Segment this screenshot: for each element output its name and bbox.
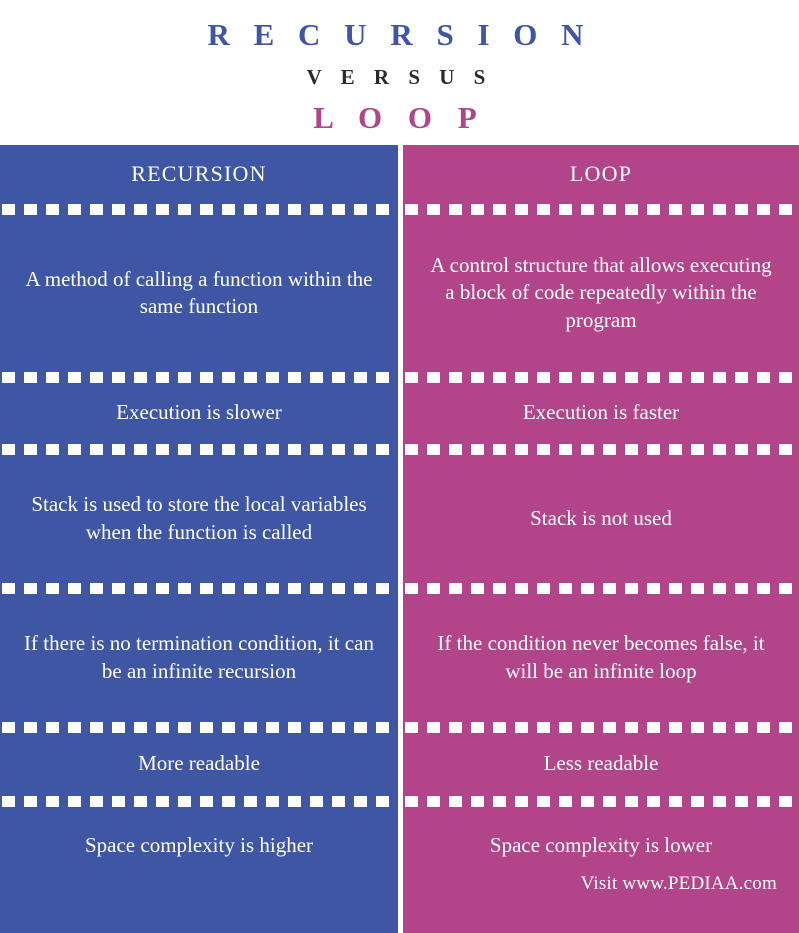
divider-dash: [581, 796, 594, 807]
divider-dash: [266, 372, 279, 383]
divider-dash: [310, 372, 323, 383]
divider-dash: [405, 722, 418, 733]
divider-dash: [134, 796, 147, 807]
divider-dash: [647, 444, 660, 455]
divider-dash: [647, 722, 660, 733]
divider-dash: [200, 204, 213, 215]
divider-dash: [515, 444, 528, 455]
divider-dash: [713, 372, 726, 383]
divider-dash: [493, 444, 506, 455]
divider-dash: [559, 722, 572, 733]
divider-dash: [200, 372, 213, 383]
divider-dash: [471, 204, 484, 215]
divider-dash: [266, 722, 279, 733]
divider-dash: [405, 372, 418, 383]
divider-dash: [46, 722, 59, 733]
title-block: [0, 0, 799, 139]
divider-dash: [68, 722, 81, 733]
divider-dash: [779, 444, 792, 455]
divider-dash: [713, 583, 726, 594]
row-divider: [403, 371, 799, 383]
divider-dash: [427, 722, 440, 733]
divider-dash: [603, 722, 616, 733]
divider-dash: [354, 372, 367, 383]
divider-dash: [713, 204, 726, 215]
divider-dash: [222, 796, 235, 807]
divider-dash: [625, 372, 638, 383]
divider-dash: [449, 372, 462, 383]
divider-dash: [691, 372, 704, 383]
divider-dash: [757, 444, 770, 455]
divider-dash: [405, 204, 418, 215]
table-cell: More readable: [138, 751, 260, 776]
divider-dash: [112, 583, 125, 594]
divider-dash: [581, 204, 594, 215]
divider-dash: [713, 722, 726, 733]
table-cell: If there is no termination condition, it can be an infinite recursion: [24, 631, 374, 683]
divider-dash: [156, 796, 169, 807]
row-divider: [403, 443, 799, 455]
divider-dash: [647, 796, 660, 807]
divider-dash: [625, 444, 638, 455]
divider-dash: [713, 796, 726, 807]
divider-dash: [713, 444, 726, 455]
divider-dash: [2, 583, 15, 594]
divider-dash: [449, 796, 462, 807]
divider-dash: [2, 372, 15, 383]
divider-dash: [427, 583, 440, 594]
divider-dash: [515, 583, 528, 594]
divider-dash: [156, 372, 169, 383]
divider-dash: [90, 722, 103, 733]
divider-dash: [134, 444, 147, 455]
divider-dash: [603, 372, 616, 383]
divider-dash: [471, 372, 484, 383]
divider-dash: [735, 722, 748, 733]
divider-dash: [669, 372, 682, 383]
divider-dash: [405, 796, 418, 807]
divider-dash: [310, 204, 323, 215]
divider-dash: [537, 796, 550, 807]
divider-dash: [222, 372, 235, 383]
title-primary: R E C U R S I O N: [207, 17, 592, 52]
divider-dash: [376, 204, 389, 215]
divider-dash: [471, 796, 484, 807]
row-divider: [0, 795, 398, 807]
table-cell: Space complexity is higher: [84, 833, 314, 858]
divider-dash: [757, 372, 770, 383]
divider-dash: [68, 796, 81, 807]
divider-dash: [310, 722, 323, 733]
divider-dash: [669, 444, 682, 455]
divider-dash: [288, 204, 301, 215]
divider-dash: [515, 796, 528, 807]
divider-dash: [647, 583, 660, 594]
divider-dash: [310, 796, 323, 807]
divider-dash: [493, 204, 506, 215]
divider-dash: [581, 372, 594, 383]
divider-dash: [24, 372, 37, 383]
column-loop: [403, 145, 799, 933]
divider-dash: [427, 372, 440, 383]
divider-dash: [90, 204, 103, 215]
divider-dash: [244, 796, 257, 807]
divider-dash: [735, 583, 748, 594]
divider-dash: [244, 583, 257, 594]
divider-dash: [669, 583, 682, 594]
divider-dash: [2, 722, 15, 733]
column-recursion: [0, 145, 398, 933]
divider-dash: [46, 444, 59, 455]
divider-dash: [354, 583, 367, 594]
divider-dash: [493, 722, 506, 733]
divider-dash: [691, 583, 704, 594]
divider-dash: [603, 444, 616, 455]
divider-dash: [603, 204, 616, 215]
divider-dash: [46, 796, 59, 807]
divider-dash: [669, 722, 682, 733]
divider-dash: [559, 444, 572, 455]
divider-dash: [757, 796, 770, 807]
divider-dash: [603, 583, 616, 594]
divider-dash: [537, 444, 550, 455]
divider-dash: [376, 444, 389, 455]
divider-dash: [134, 372, 147, 383]
divider-dash: [779, 796, 792, 807]
divider-dash: [90, 583, 103, 594]
divider-dash: [581, 583, 594, 594]
divider-dash: [156, 583, 169, 594]
divider-dash: [112, 796, 125, 807]
divider-dash: [735, 796, 748, 807]
divider-dash: [310, 444, 323, 455]
divider-dash: [200, 583, 213, 594]
divider-dash: [222, 583, 235, 594]
divider-dash: [178, 583, 191, 594]
divider-dash: [559, 583, 572, 594]
table-cell: A control structure that allows executing a block of code repeatedly within the program: [430, 253, 772, 332]
divider-dash: [603, 796, 616, 807]
divider-dash: [537, 372, 550, 383]
divider-dash: [90, 796, 103, 807]
divider-dash: [222, 444, 235, 455]
divider-dash: [222, 722, 235, 733]
divider-dash: [757, 722, 770, 733]
table-header-left: RECURSION: [131, 160, 267, 186]
table-cell: A method of calling a function within the same function: [25, 266, 373, 318]
divider-dash: [134, 583, 147, 594]
divider-dash: [46, 372, 59, 383]
divider-dash: [515, 722, 528, 733]
comparison-table: [0, 145, 799, 933]
divider-dash: [779, 722, 792, 733]
divider-dash: [24, 722, 37, 733]
divider-dash: [24, 583, 37, 594]
divider-dash: [332, 372, 345, 383]
divider-dash: [200, 722, 213, 733]
divider-dash: [156, 722, 169, 733]
divider-dash: [449, 583, 462, 594]
divider-dash: [779, 204, 792, 215]
divider-dash: [156, 444, 169, 455]
divider-dash: [24, 444, 37, 455]
divider-dash: [200, 444, 213, 455]
divider-dash: [537, 722, 550, 733]
divider-dash: [222, 204, 235, 215]
divider-dash: [691, 444, 704, 455]
divider-dash: [2, 796, 15, 807]
divider-dash: [449, 204, 462, 215]
divider-dash: [493, 583, 506, 594]
row-divider: [403, 582, 799, 594]
divider-dash: [515, 372, 528, 383]
divider-dash: [90, 444, 103, 455]
divider-dash: [691, 722, 704, 733]
divider-dash: [200, 796, 213, 807]
divider-dash: [244, 722, 257, 733]
table-cell: Execution is slower: [116, 400, 282, 425]
divider-dash: [266, 444, 279, 455]
divider-dash: [405, 444, 418, 455]
divider-dash: [178, 372, 191, 383]
divider-dash: [471, 583, 484, 594]
divider-dash: [669, 796, 682, 807]
divider-dash: [68, 204, 81, 215]
divider-dash: [559, 372, 572, 383]
divider-dash: [332, 204, 345, 215]
divider-dash: [581, 722, 594, 733]
divider-dash: [354, 722, 367, 733]
divider-dash: [266, 583, 279, 594]
divider-dash: [244, 444, 257, 455]
table-cell: Stack is used to store the local variables when the function is called: [31, 492, 367, 544]
divider-dash: [134, 722, 147, 733]
divider-dash: [405, 583, 418, 594]
table-cell: Less readable: [543, 751, 659, 776]
divider-dash: [354, 796, 367, 807]
row-divider: [403, 721, 799, 733]
divider-dash: [537, 204, 550, 215]
title-versus: V E R S U S: [306, 64, 493, 89]
divider-dash: [376, 796, 389, 807]
divider-dash: [537, 583, 550, 594]
divider-dash: [288, 796, 301, 807]
divider-dash: [779, 583, 792, 594]
divider-dash: [449, 722, 462, 733]
divider-dash: [376, 722, 389, 733]
table-cell: Execution is faster: [522, 400, 680, 425]
row-divider: [0, 443, 398, 455]
divider-dash: [581, 444, 594, 455]
divider-dash: [449, 444, 462, 455]
divider-dash: [266, 204, 279, 215]
divider-dash: [2, 444, 15, 455]
divider-dash: [24, 204, 37, 215]
title-secondary: L O O P: [313, 100, 486, 136]
row-divider: [0, 371, 398, 383]
divider-dash: [156, 204, 169, 215]
divider-dash: [735, 444, 748, 455]
divider-dash: [515, 204, 528, 215]
divider-dash: [310, 583, 323, 594]
divider-dash: [559, 796, 572, 807]
divider-dash: [332, 722, 345, 733]
divider-dash: [427, 444, 440, 455]
divider-dash: [332, 444, 345, 455]
table-cell: Stack is not used: [530, 505, 672, 530]
row-divider: [403, 795, 799, 807]
divider-dash: [244, 204, 257, 215]
divider-dash: [112, 444, 125, 455]
divider-dash: [625, 583, 638, 594]
divider-dash: [427, 204, 440, 215]
divider-dash: [669, 204, 682, 215]
divider-dash: [68, 372, 81, 383]
row-divider: [403, 203, 799, 215]
divider-dash: [757, 204, 770, 215]
divider-dash: [68, 583, 81, 594]
row-divider: [0, 203, 398, 215]
divider-dash: [24, 796, 37, 807]
divider-dash: [691, 796, 704, 807]
divider-dash: [376, 583, 389, 594]
divider-dash: [427, 796, 440, 807]
divider-dash: [332, 796, 345, 807]
divider-dash: [647, 372, 660, 383]
divider-dash: [178, 722, 191, 733]
divider-dash: [2, 204, 15, 215]
divider-dash: [625, 796, 638, 807]
row-divider: [0, 721, 398, 733]
divider-dash: [68, 444, 81, 455]
divider-dash: [376, 372, 389, 383]
row-divider: [0, 582, 398, 594]
divider-dash: [134, 204, 147, 215]
divider-dash: [647, 204, 660, 215]
table-header-right: LOOP: [569, 160, 633, 186]
divider-dash: [625, 204, 638, 215]
divider-dash: [354, 444, 367, 455]
divider-dash: [735, 204, 748, 215]
table-cell: Space complexity is lower: [489, 833, 713, 858]
divider-dash: [332, 583, 345, 594]
divider-dash: [112, 372, 125, 383]
divider-dash: [354, 204, 367, 215]
divider-dash: [288, 372, 301, 383]
divider-dash: [471, 722, 484, 733]
divider-dash: [178, 204, 191, 215]
divider-dash: [559, 204, 572, 215]
divider-dash: [493, 796, 506, 807]
divider-dash: [625, 722, 638, 733]
divider-dash: [112, 204, 125, 215]
divider-dash: [90, 372, 103, 383]
visit-credit: Visit www.PEDIAA.com: [580, 873, 777, 894]
divider-dash: [244, 372, 257, 383]
divider-dash: [779, 372, 792, 383]
divider-dash: [266, 796, 279, 807]
divider-dash: [46, 583, 59, 594]
divider-dash: [757, 583, 770, 594]
divider-dash: [46, 204, 59, 215]
divider-dash: [471, 444, 484, 455]
divider-dash: [288, 444, 301, 455]
divider-dash: [288, 583, 301, 594]
divider-dash: [288, 722, 301, 733]
divider-dash: [493, 372, 506, 383]
divider-dash: [691, 204, 704, 215]
divider-dash: [178, 444, 191, 455]
table-cell: If the condition never becomes false, it will be an infinite loop: [437, 631, 765, 683]
divider-dash: [735, 372, 748, 383]
divider-dash: [178, 796, 191, 807]
divider-dash: [112, 722, 125, 733]
